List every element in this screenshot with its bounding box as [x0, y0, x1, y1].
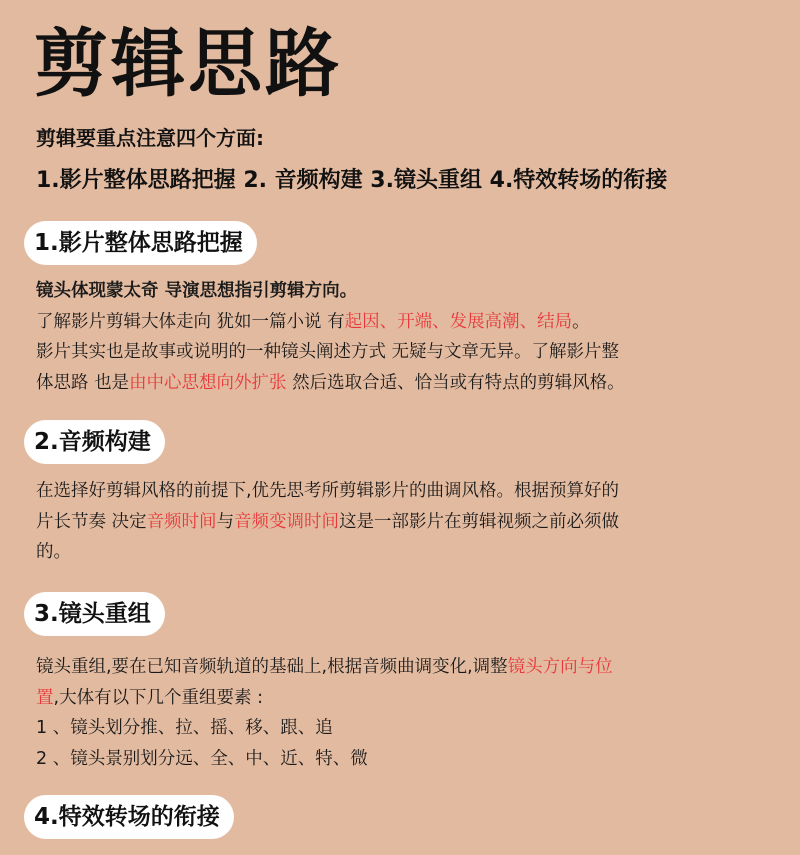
highlight-audio-time: 音频时间	[146, 511, 217, 532]
section-2-heading: 2.音频构建	[24, 420, 165, 464]
section-1-line-1: 镜头体现蒙太奇 导演思想指引剪辑方向。	[36, 281, 358, 301]
section-3-line-2: 置,大体有以下几个重组要素 :	[36, 687, 264, 708]
highlight-plot-structure: 起因、开端、发展高潮、结局	[344, 311, 573, 332]
section-3-heading: 3.镜头重组	[24, 592, 165, 636]
section-3-body	[36, 652, 766, 774]
highlight-audio-pitch-time: 音频变调时间	[234, 511, 340, 532]
highlight-position: 置	[36, 687, 54, 708]
intro-line-2: 1.影片整体思路把握 2. 音频构建 3.镜头重组 4.特效转场的衔接	[36, 168, 668, 193]
section-1-heading: 1.影片整体思路把握	[24, 221, 257, 265]
section-2-line-2: 片长节奏 决定音频时间与音频变调时间这是一部影片在剪辑视频之前必须做	[36, 511, 620, 532]
section-4-heading: 4.特效转场的衔接	[24, 795, 234, 839]
section-1-line-4: 体思路 也是由中心思想向外扩张 然后选取合适、恰当或有特点的剪辑风格。	[36, 372, 625, 393]
section-2-line-1: 在选择好剪辑风格的前提下,优先思考所剪辑影片的曲调风格。根据预算好的	[36, 481, 620, 501]
page-title: 剪辑思路	[34, 21, 342, 107]
intro-line-1: 剪辑要重点注意四个方面:	[36, 126, 264, 150]
section-1-line-3: 影片其实也是故事或说明的一种镜头阐述方式 无疑与文章无异。了解影片整	[36, 342, 620, 362]
section-1-line-2: 了解影片剪辑大体走向 犹如一篇小说 有起因、开端、发展高潮、结局。	[36, 311, 590, 332]
section-1-body	[36, 276, 766, 398]
section-2-line-3: 的。	[36, 542, 71, 562]
section-3-line-4: 2 、镜头景别划分远、全、中、近、特、微	[36, 748, 368, 769]
section-3-line-1: 镜头重组,要在已知音频轨道的基础上,根据音频曲调变化,调整镜头方向与位	[36, 657, 613, 677]
section-3-line-3: 1 、镜头划分推、拉、摇、移、跟、追	[36, 718, 333, 738]
highlight-shot-direction: 镜头方向与位	[507, 657, 613, 677]
section-2-body	[36, 476, 766, 568]
highlight-center-idea: 由中心思想向外扩张	[129, 372, 287, 393]
